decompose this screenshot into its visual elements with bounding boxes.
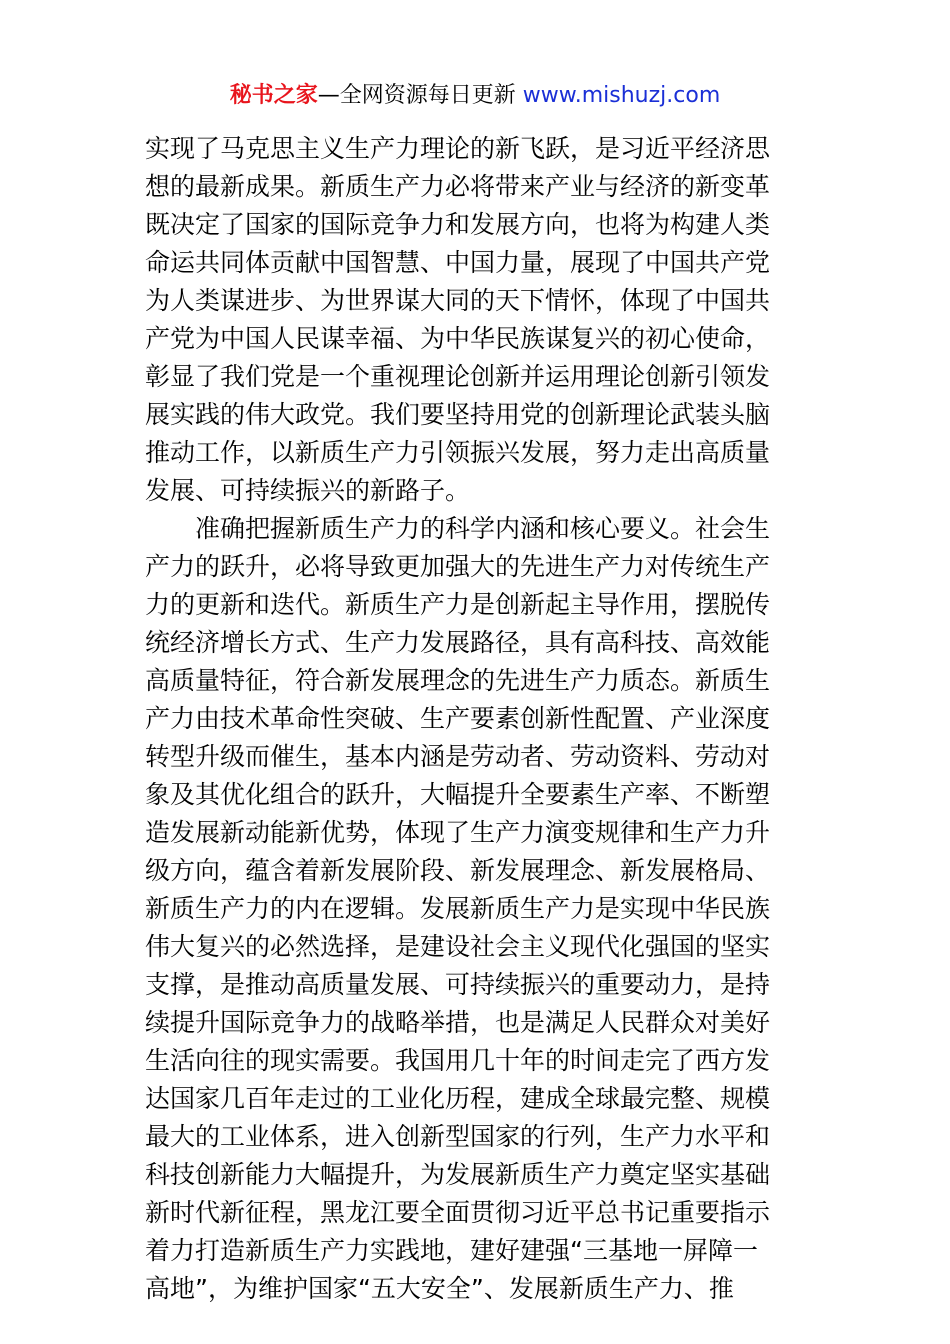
text-line: 准确把握新质生产力的科学内涵和核心要义。社会生 xyxy=(145,514,771,543)
text-line: 新质生产力的内在逻辑。发展新质生产力是实现中华民族 xyxy=(145,894,771,923)
brand-name: 秘书之家 xyxy=(229,83,318,108)
article-body xyxy=(145,130,810,1308)
text-line: 达国家几百年走过的工业化历程，建成全球最完整、规模 xyxy=(145,1084,771,1113)
text-line: 高地”，为维护国家“五大安全”、发展新质生产力、推 xyxy=(145,1274,734,1303)
text-line: 产党为中国人民谋幸福、为中华民族谋复兴的初心使命， xyxy=(145,324,771,353)
text-line: 想的最新成果。新质生产力必将带来产业与经济的新变革 xyxy=(145,172,771,201)
text-line: 造发展新动能新优势，体现了生产力演变规律和生产力升 xyxy=(145,818,771,847)
text-line: 既决定了国家的国际竞争力和发展方向，也将为构建人类 xyxy=(145,210,771,239)
site-url[interactable]: www.mishuzj.com xyxy=(522,83,721,108)
text-line: 支撑，是推动高质量发展、可持续振兴的重要动力，是持 xyxy=(145,970,771,999)
text-line: 产力的跃升，必将导致更加强大的先进生产力对传统生产 xyxy=(145,552,771,581)
text-line: 产力由技术革命性突破、生产要素创新性配置、产业深度 xyxy=(145,704,771,733)
text-line: 彰显了我们党是一个重视理论创新并运用理论创新引领发 xyxy=(145,362,771,391)
text-line: 为人类谋进步、为世界谋大同的天下情怀，体现了中国共 xyxy=(145,286,771,315)
text-line: 发展、可持续振兴的新路子。 xyxy=(145,476,471,505)
text-line: 生活向往的现实需要。我国用几十年的时间走完了西方发 xyxy=(145,1046,771,1075)
text-line: 转型升级而催生，基本内涵是劳动者、劳动资料、劳动对 xyxy=(145,742,771,771)
text-line: 高质量特征，符合新发展理念的先进生产力质态。新质生 xyxy=(145,666,771,695)
text-line: 命运共同体贡献中国智慧、中国力量，展现了中国共产党 xyxy=(145,248,771,277)
text-line: 力的更新和迭代。新质生产力是创新起主导作用，摆脱传 xyxy=(145,590,771,619)
text-line: 最大的工业体系，进入创新型国家的行列，生产力水平和 xyxy=(145,1122,771,1151)
text-line: 实现了马克思主义生产力理论的新飞跃，是习近平经济思 xyxy=(145,134,771,163)
text-line: 科技创新能力大幅提升，为发展新质生产力奠定坚实基础 xyxy=(145,1160,771,1189)
header-tagline: —全网资源每日更新 xyxy=(317,83,523,108)
text-line: 伟大复兴的必然选择，是建设社会主义现代化强国的坚实 xyxy=(145,932,771,961)
text-line: 展实践的伟大政党。我们要坚持用党的创新理论武装头脑 xyxy=(145,400,771,429)
text-line: 续提升国际竞争力的战略举措，也是满足人民群众对美好 xyxy=(145,1008,771,1037)
text-line: 统经济增长方式、生产力发展路径，具有高科技、高效能 xyxy=(145,628,771,657)
text-line: 推动工作，以新质生产力引领振兴发展，努力走出高质量 xyxy=(145,438,771,467)
text-line: 着力打造新质生产力实践地，建好建强“三基地一屏障一 xyxy=(145,1236,758,1265)
text-line: 级方向，蕴含着新发展阶段、新发展理念、新发展格局、 xyxy=(145,856,771,885)
text-line: 象及其优化组合的跃升，大幅提升全要素生产率、不断塑 xyxy=(145,780,771,809)
text-line: 新时代新征程，黑龙江要全面贯彻习近平总书记重要指示 xyxy=(145,1198,771,1227)
page-header xyxy=(0,80,950,112)
